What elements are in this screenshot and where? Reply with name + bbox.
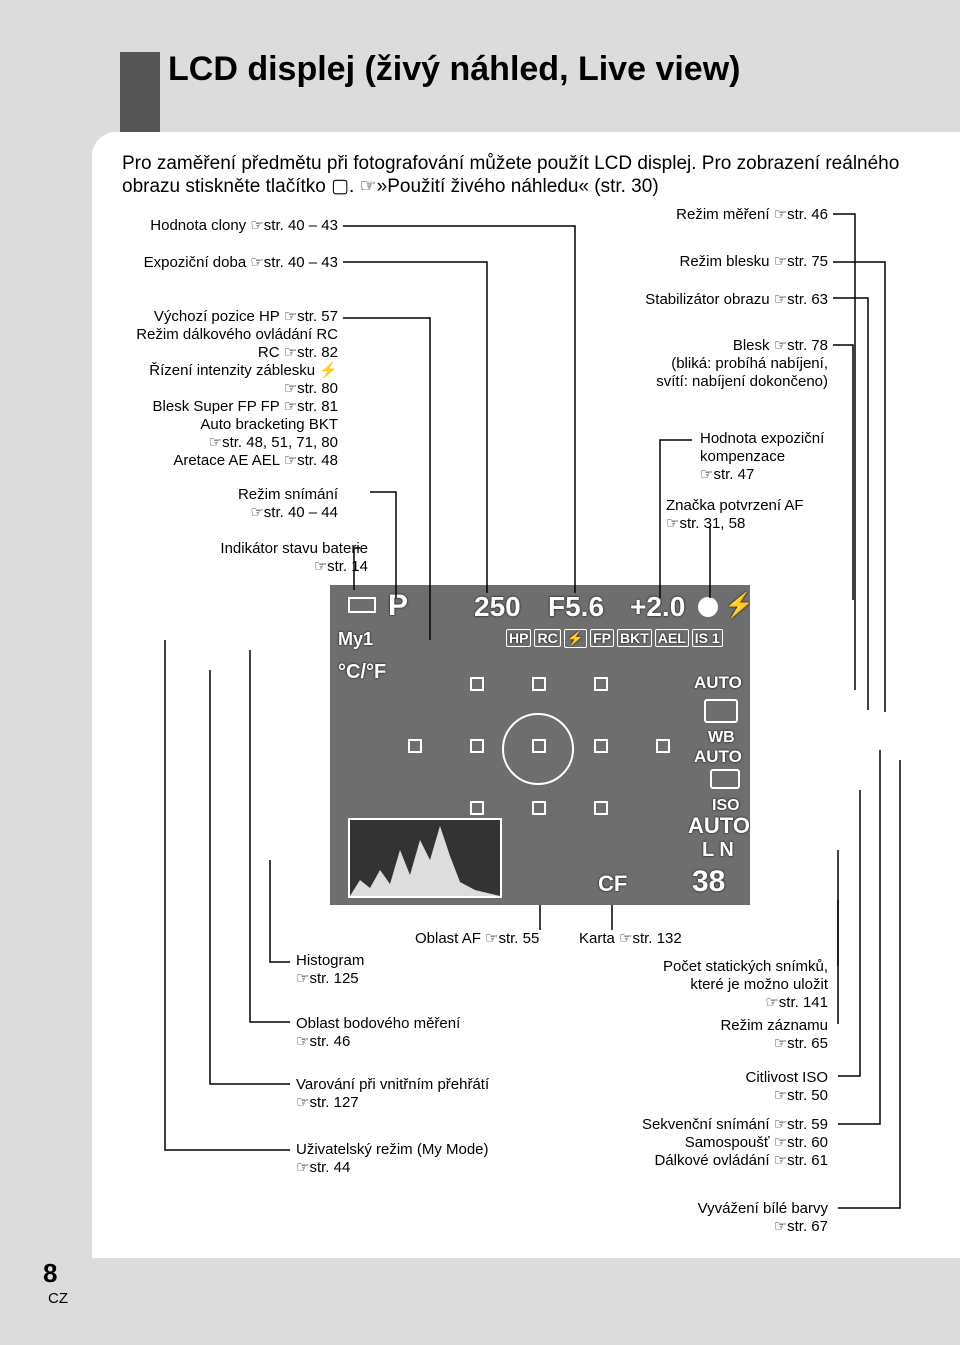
label-battery-ref: ☞str. 14 — [313, 558, 368, 575]
label-drive-mode: Režim snímání — [237, 486, 338, 503]
label-battery: Indikátor stavu baterie — [220, 540, 368, 557]
label-spot-area: Oblast bodového měření — [296, 1015, 461, 1032]
page-number: 8 — [43, 1258, 58, 1288]
label-card: Karta ☞str. 132 — [579, 930, 682, 947]
label-sequential: Sekvenční snímání ☞str. 59 — [641, 1116, 828, 1133]
label-remote-ref: RC ☞str. 82 — [257, 344, 338, 361]
label-shots-2: které je možno uložit — [690, 976, 828, 993]
label-af-area: Oblast AF ☞str. 55 — [415, 930, 540, 947]
label-flash-intensity-ref: ☞str. 80 — [283, 380, 338, 397]
label-metering: Režim měření ☞str. 46 — [676, 206, 828, 223]
intro-text: Pro zaměření předmětu při fotografování můžete použít LCD displej. Pro zobrazení reálného obrazu stiskněte tlačítko ▢. ☞»Použití živého náhledu« (str. 30) — [122, 153, 900, 197]
my-mode: My1 — [338, 629, 374, 649]
label-remote-control: Dálkové ovládání ☞str. 61 — [654, 1152, 828, 1169]
chip-hp: HP — [506, 629, 531, 647]
label-bracketing-ref: ☞str. 48, 51, 71, 80 — [208, 434, 338, 451]
label-flash-mode: Režim blesku ☞str. 75 — [679, 253, 828, 270]
flash-icon: ⚡ — [724, 592, 754, 619]
mode-indicator: P — [388, 589, 409, 622]
label-bracketing: Auto bracketing BKT — [200, 416, 338, 433]
label-super-fp: Blesk Super FP FP ☞str. 81 — [152, 398, 338, 415]
label-shots: Počet statických snímků, — [662, 958, 828, 975]
label-record-mode: Režim záznamu — [720, 1017, 828, 1034]
label-my-mode: Uživatelský režim (My Mode) — [296, 1141, 489, 1158]
card-indicator: CF — [598, 871, 628, 896]
label-spot-area-ref: ☞str. 46 — [296, 1033, 351, 1050]
page-title: LCD displej (živý náhled, Live view) — [168, 50, 741, 88]
wb-label: WB — [708, 729, 735, 746]
label-ae-lock: Aretace AE AEL ☞str. 48 — [173, 452, 338, 469]
label-iso: Citlivost ISO — [745, 1069, 828, 1086]
label-wb-ref: ☞str. 67 — [773, 1218, 828, 1235]
label-af-confirm-ref: ☞str. 31, 58 — [666, 515, 746, 532]
shot-count: 38 — [692, 865, 726, 898]
label-flash: Blesk ☞str. 78 — [732, 337, 828, 354]
language-code: CZ — [48, 1290, 68, 1307]
chip-rc: RC — [534, 629, 560, 647]
label-home-position: Výchozí pozice HP ☞str. 57 — [153, 308, 338, 325]
label-drive-mode-ref: ☞str. 40 – 44 — [250, 504, 338, 521]
label-af-confirm: Značka potvrzení AF — [666, 497, 804, 514]
label-ev-ref: ☞str. 47 — [700, 466, 755, 483]
chip-is: IS 1 — [692, 629, 723, 647]
ev-value: +2.0 — [630, 591, 686, 622]
label-record-mode-ref: ☞str. 65 — [773, 1035, 828, 1052]
temp-warning: °C/°F — [338, 661, 387, 683]
iso-auto: AUTO — [688, 813, 750, 838]
chip-ael: AEL — [655, 629, 689, 647]
label-flash-lit: svítí: nabíjení dokončeno) — [656, 373, 828, 390]
chip-fp: FP — [590, 629, 614, 647]
label-aperture: Hodnota clony ☞str. 40 – 43 — [150, 217, 338, 234]
label-flash-intensity: Řízení intenzity záblesku ⚡ — [149, 362, 338, 379]
label-self-timer: Samospoušť ☞str. 60 — [684, 1134, 828, 1151]
label-shutter: Expoziční doba ☞str. 40 – 43 — [143, 254, 338, 271]
label-ev-2: kompenzace — [700, 448, 786, 465]
label-remote: Režim dálkového ovládání RC — [136, 326, 338, 343]
flash-auto: AUTO — [694, 673, 742, 692]
label-histogram-ref: ☞str. 125 — [296, 970, 359, 987]
label-my-mode-ref: ☞str. 44 — [296, 1159, 351, 1176]
shutter-value: 250 — [474, 591, 521, 622]
chip-flash: ⚡ — [564, 629, 587, 648]
label-overheat: Varování při vnitřním přehřátí — [296, 1076, 490, 1093]
label-flash-blink: (bliká: probíhá nabíjení, — [671, 355, 828, 372]
label-ev: Hodnota expoziční — [700, 430, 825, 447]
label-overheat-ref: ☞str. 127 — [296, 1094, 359, 1111]
label-stabilizer: Stabilizátor obrazu ☞str. 63 — [645, 291, 828, 308]
wb-auto: AUTO — [694, 747, 742, 766]
label-histogram: Histogram — [296, 952, 365, 969]
chip-bkt: BKT — [617, 629, 652, 647]
aperture-value: F5.6 — [548, 591, 605, 622]
label-iso-ref: ☞str. 50 — [773, 1087, 828, 1104]
label-shots-ref: ☞str. 141 — [765, 994, 828, 1011]
quality: L N — [702, 839, 734, 861]
label-wb: Vyvážení bílé barvy — [697, 1200, 828, 1217]
iso-label: ISO — [712, 797, 740, 814]
